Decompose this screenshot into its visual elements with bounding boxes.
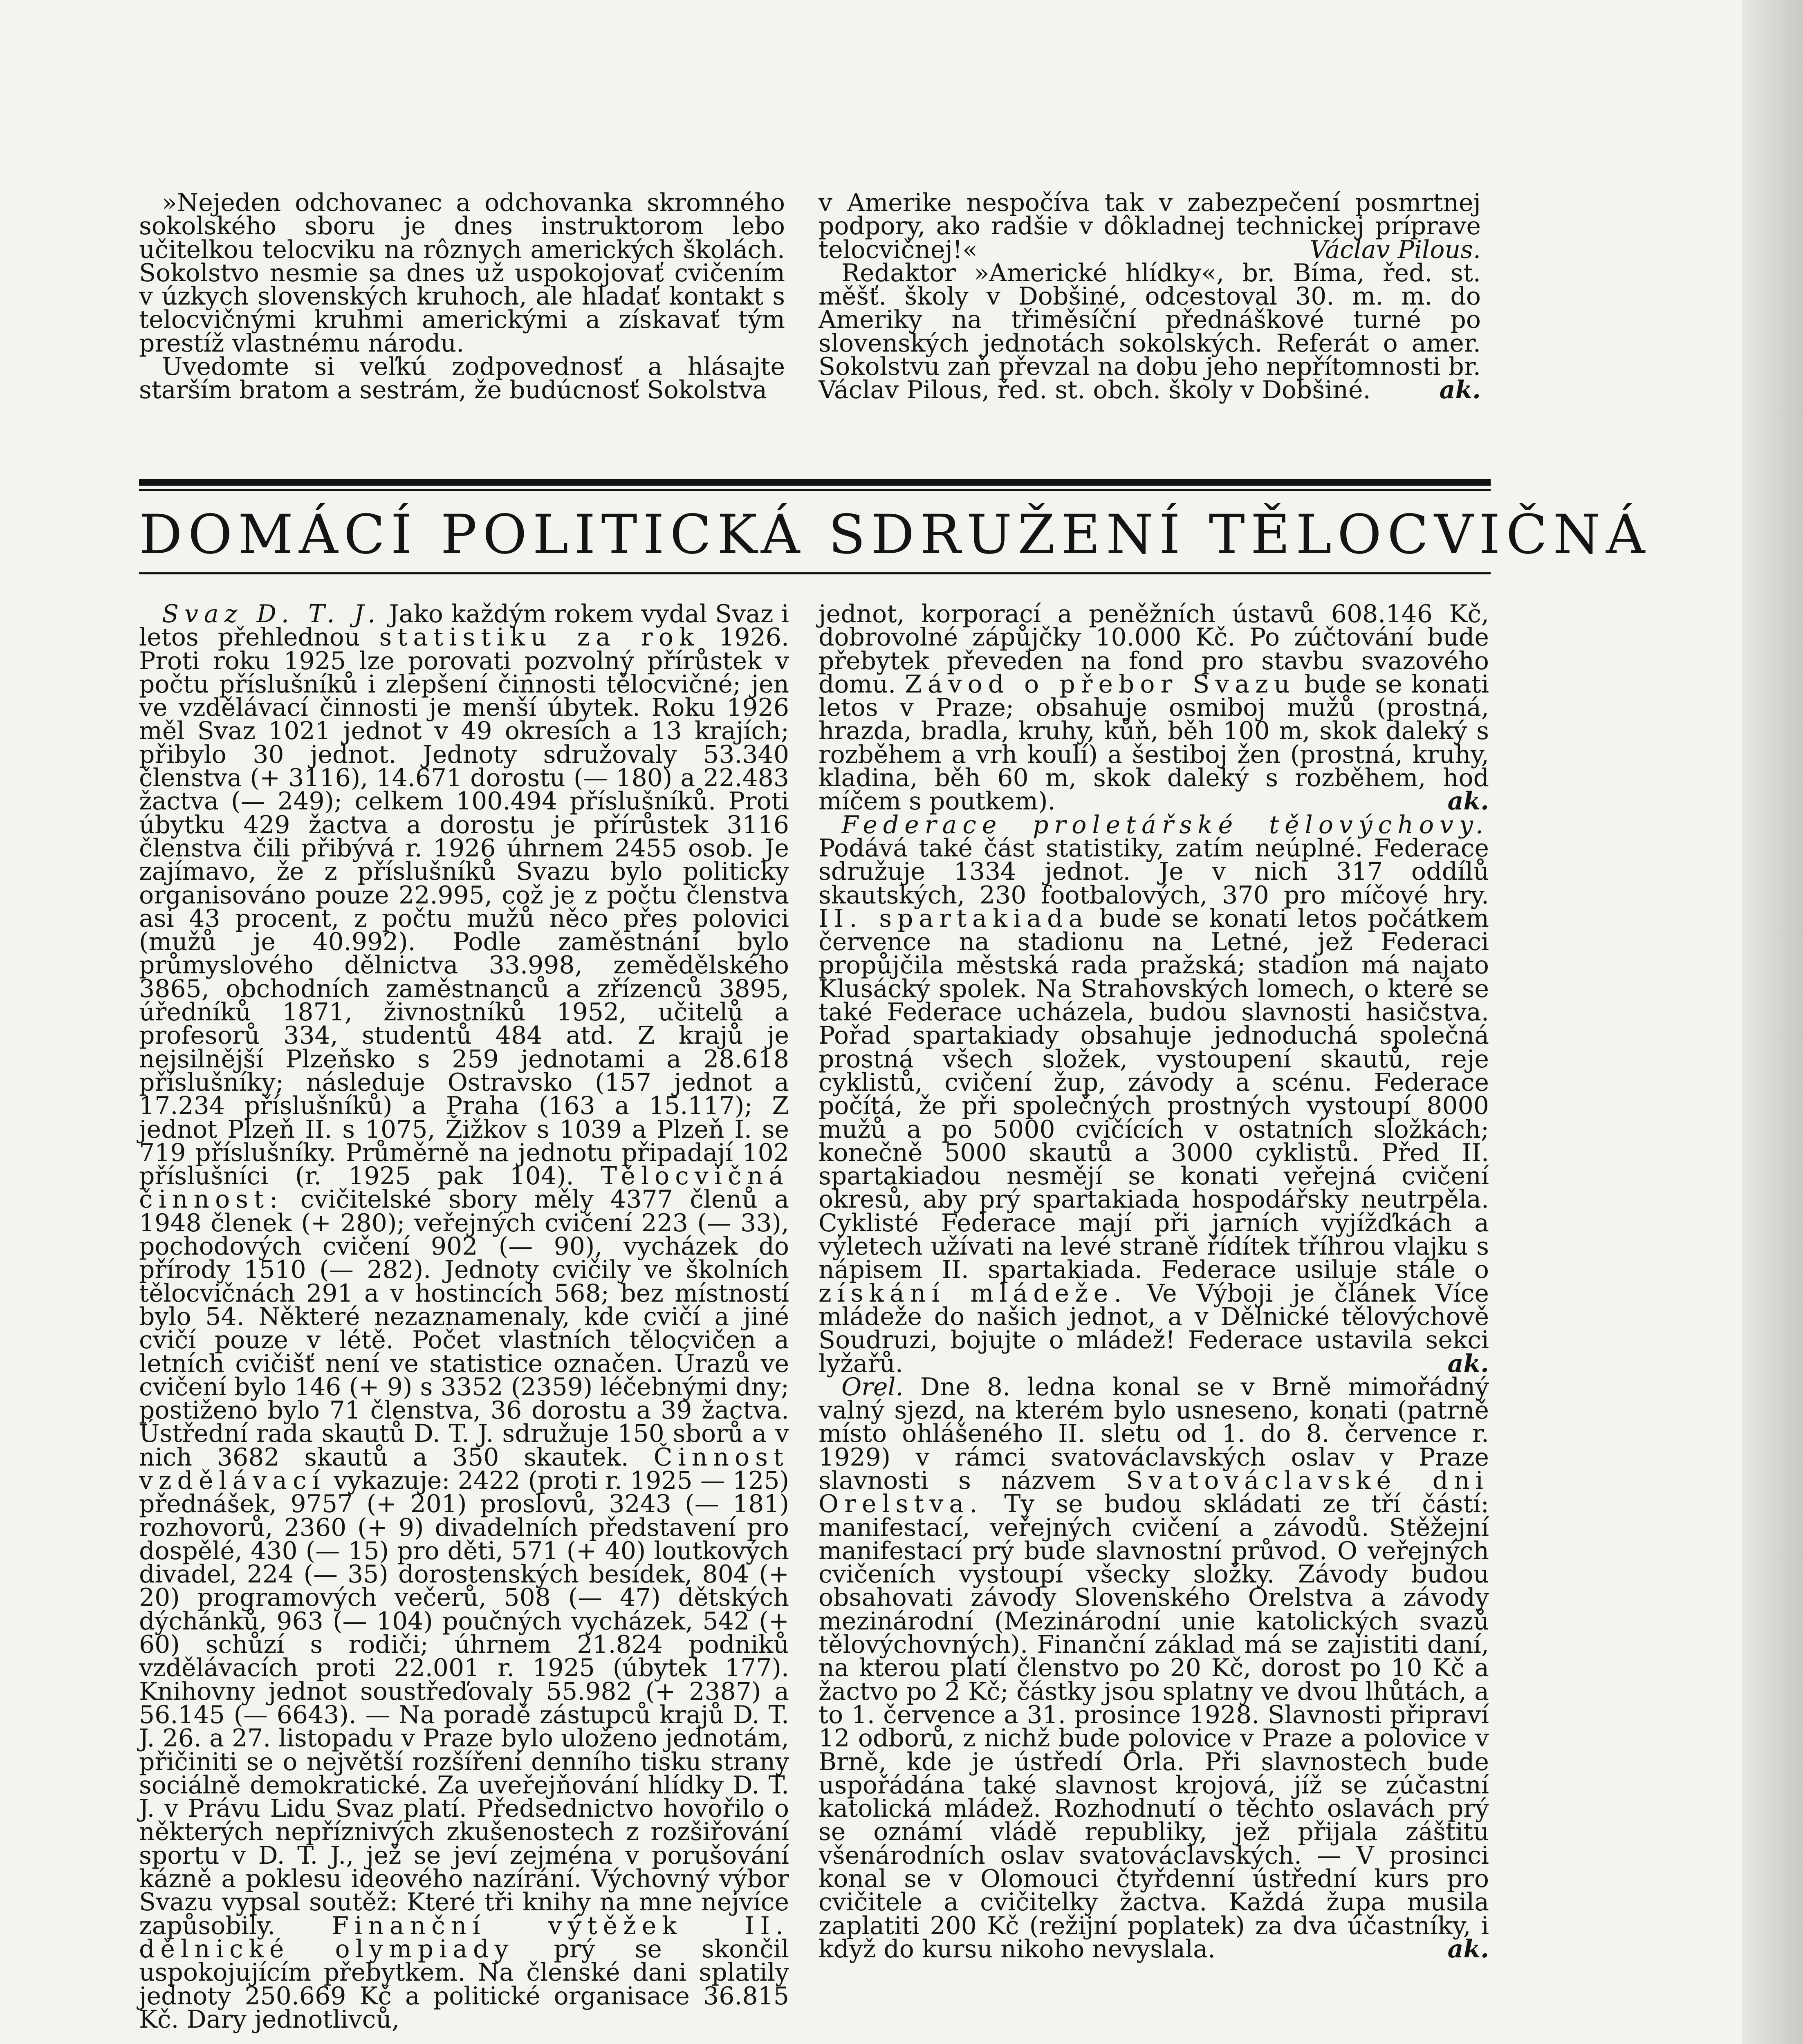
paragraph: »Nejeden odchovanec a odchovanka skromného sokolského sboru je dnes instruktorom lebo učitelkou telocviku na rôznych amerických školách. Sokolstvo nesmie sa dnes už uspokojovať cvičením v úzkych slovenských kruhoch, ale hladať kontakt s telocvičnými kruhmi americkými a získavať tým prestíž vlastnému národu.: [139, 188, 785, 358]
article-label: Orel.: [841, 1372, 904, 1401]
author-initials: ak.: [1439, 376, 1481, 405]
paragraph: Uvedomte si veľkú zodpovednosť a hlásajte starším bratom a sestrám, že budúcnosť Sokolstva: [139, 352, 785, 405]
paragraph: Redaktor »Americké hlídky«, br. Bíma, řed. st. měšť. školy v Dobšiné, odcestoval 30. m. m. do Ameriky na třiměsíční přednáškové turné po slovenských jednotách sokolských. Referát o amer. Sokolstvu zaň převzal na dobu jeho nepřítomnosti br. Václav Pilous, řed. st. obch. školy v Dobšiné. ak.: [819, 258, 1481, 405]
top-left-column: [139, 188, 785, 405]
heading-rule-top-thick: [139, 479, 1491, 486]
page-edge-shadow: [1742, 0, 1803, 2044]
signature: Václav Pilous.: [1310, 235, 1481, 264]
article-federace: Federace proletářské tělovýchovy. Podává také část statistiky, zatím neúplné. Federace sdružuje 1334 jednot. Je v nich 317 oddílů skautských, 230 footbalových, 370 pro míčové hry. II. spartakiada bude se konati letos počátkem července na stadionu na Letné, jež Federaci propůjčila městská rada pražská; stadion má najato Klusácký spolek. Na Strahovských lomech, o které se také Federace ucházela, budou slavnosti hasičstva. Pořad spartakiady obsahuje jednoduchá společná prostná všech složek, vystoupení skautů, reje cyklistů, cvičení žup, závody a scénu. Federace počítá, že při společných prostných vystoupí 8000 mužů a po 5000 cvičících v ostatních složkách; konečně 5000 skautů a 3000 cyklistů. Před II. spartakiadou nesmějí se konati veřejná cvičení okresů, aby prý spartakiada hospodářsky neutrpěla. Cyklisté Federace mají při jarních vyjížďkách a výletech užívati na levé straně řídítek tříhrou vlajku s nápisem II. spartakiada. Federace usiluje stále o získání mládeže. Ve Výboji je článek Více mládeže do našich jednot, a v Dělnické tělovýchově Soudruzi, bojujte o mládež! Federace ustavila sekci lyžařů. ak.: [819, 810, 1489, 1378]
heading-rule-top-thin: [139, 489, 1491, 491]
author-initials: ak.: [1447, 1349, 1489, 1378]
paragraph: v Amerike nespočíva tak v zabezpečení posmrtnej podpory, ako radšie v dôkladnej technickej príprave telocvičnej!« Václav Pilous.: [819, 188, 1481, 264]
main-right-column: [819, 600, 1489, 1963]
top-right-column: [819, 188, 1481, 405]
author-initials: ak.: [1447, 1934, 1489, 1963]
heading-rule-bottom: [139, 572, 1491, 574]
author-initials: ak.: [1447, 787, 1489, 816]
article-label: Svaz D. T. J.: [162, 600, 381, 628]
section-heading: DOMÁCÍ POLITICKÁ SDRUŽENÍ TĚLOCVIČNÁ: [139, 503, 1651, 566]
article-svaz-dtj: Svaz D. T. J. Jako každým rokem vydal Svaz i letos přehlednou statistiku za rok 1926. Proti roku 1925 lze porovati pozvolný přírůstek v počtu příslušníků i zlepšení činnosti tělocvičné; jen ve vzdělávací činnosti je menší úbytek. Roku 1926 měl Svaz 1021 jednot v 49 okresích a 13 krajích; přibylo 30 jednot. Jednoty sdružovaly 53.340 členstva (+ 3116), 14.671 dorostu (— 180) a 22.483 žactva (— 249); celkem 100.494 příslušníků. Proti úbytku 429 žactva a dorostu je přírůstek 3116 členstva čili přibývá r. 1926 úhrnem 2455 osob. Je zajímavo, že z příslušníků Svazu bylo politicky organisováno pouze 22.995, což je z počtu členstva asi 43 procent, z počtu mužů něco přes polovici (mužů je 40.992). Podle zaměstnání bylo průmyslového dělnictva 33.998, zemědělského 3865, obchodních zaměstnanců a zřízenců 3895, úředníků 1871, živnostníků 1952, učitelů a profesorů 334, studentů 484 atd. Z krajů je nejsilnější Plzeňsko s 259 jednotami a 28.618 příslušníky; následuje Ostravsko (157 jednot a 17.234 příslušníků) a Praha (163 a 15.117); Z jednot Plzeň II. s 1075, Žižkov s 1039 a Plzeň I. se 719 příslušníky. Průměrně na jednotu připadají 102 příslušníci (r. 1925 pak 104). Tělocvičná činnost: cvičitelské sbory měly 4377 členů a 1948 členek (+ 280); veřejných cvičení 223 (— 33), pochodových cvičení 902 (— 90), vycházek do přírody 1510 (— 282). Jednoty cvičily ve školních tělocvičnách 291 a v hostincích 568; bez místností bylo 54. Některé nezaznamenaly, kde cvičí a jiné cvičí pouze v létě. Počet vlastních tělocvičen a letních cvičišť není ve statistice označen. Úrazů ve cvičení bylo 146 (+ 9) s 3352 (2359) léčebnými dny; postiženo bylo 71 členstva, 36 dorostu a 39 žactva. Ústřední rada skautů D. T. J. sdružuje 150 sborů a v nich 3682 skautů a 350 skautek. Činnost vzdělávací vykazuje: 2422 (proti r. 1925 — 125) přednášek, 9757 (+ 201) proslovů, 3243 (— 181) rozhovorů, 2360 (+ 9) divadelních představení pro dospělé, 430 (— 15) pro děti, 571 (+ 40) loutkových divadel, 224 (— 35) dorostenských besídek, 804 (+ 20) programových večerů, 508 (— 47) dětských dýchánků, 963 (— 104) poučných vycházek, 542 (+ 60) schůzí s rodiči; úhrnem 21.824 podniků vzdělávacích proti 22.001 r. 1925 (úbytek 177). Knihovny jednot soustřeďovaly 55.982 (+ 2387) a 56.145 (— 6643). — Na poradě zástupců krajů D. T. J. 26. a 27. listopadu v Praze bylo uloženo jednotám, přičiniti se o největší rozšíření denního tisku strany sociálně demokratické. Za uveřejňování hlídky D. T. J. v Právu Lidu Svaz platí. Předsednictvo hovořilo o některých nepříznivých zkušenostech z rozšiřování sportu v D. T. J., jež se jeví zejména v porušování kázně a poklesu ideového nazírání. Výchovný výbor Svazu vypsal soutěž: Které tři knihy na mne nejvíce zapůsobily. Finanční výtěžek II. dělnické olympiady prý se skončil uspokojujícím přebytkem. Na členské dani splatily jednoty 250.669 Kč a politické organisace 36.815 Kč. Dary jednotlivců,: [139, 600, 789, 2034]
article-orel: Orel. Dne 8. ledna konal se v Brně mimořádný valný sjezd, na kterém bylo usneseno, konati (patrně místo ohlášeného II. sletu od 1. do 8. července r. 1929) v rámci svatováclavských oslav v Praze slavnosti s názvem Svatováclavské dni Orelstva. Ty se budou skládati ze tří částí: manifestací, veřejných cvičení a závodů. Stěžejní manifestací prý bude slavnostní průvod. O veřejných cvičeních vystoupí všecky složky. Závody budou obsahovati závody Slovenského Orelstva a závody mezinárodní (Mezinárodní unie katolických svazů tělovýchovných). Finanční základ má se zajistiti daní, na kterou platí členstvo po 20 Kč, dorost po 10 Kč a žactvo po 2 Kč; částky jsou splatny ve dvou lhůtách, a to 1. července a 31. prosince 1928. Slavnosti připraví 12 odborů, z nichž bude polovice v Praze a polovice v Brně, kde je ústředí Orla. Při slavnostech bude uspořádána také slavnost krojová, jíž se zúčastní katolická mládež. Rozhodnutí o těchto oslavách prý se oznámí vládě republiky, jež přijala záštitu všenárodních oslav svatováclavských. — V prosinci konal se v Olomouci čtyřdenní ústřední kurs pro cvičitele a cvičitelky žactva. Každá župa musila zaplatiti 200 Kč (režijní poplatek) za dva účastníky, i když do kursu nikoho nevyslala. ak.: [819, 1372, 1489, 1963]
article-svaz-continued: jednot, korporací a peněžních ústavů 608.146 Kč, dobrovolné zápůjčky 10.000 Kč. Po zúčtování bude přebytek převeden na fond pro stavbu svazového domu. Závod o přebor Svazu bude se konati letos v Praze; obsahuje osmiboj mužů (prostná, hrazda, bradla, kruhy, kůň, běh 100 m, skok daleký s rozběhem a vrh koulí) a šestiboj žen (prostná, kruhy, kladina, běh 60 m, skok daleký s rozběhem, hod míčem s poutkem). ak.: [819, 600, 1489, 816]
main-left-column: [139, 600, 789, 2034]
article-label: Federace proletářské tělovýchovy.: [841, 810, 1489, 839]
